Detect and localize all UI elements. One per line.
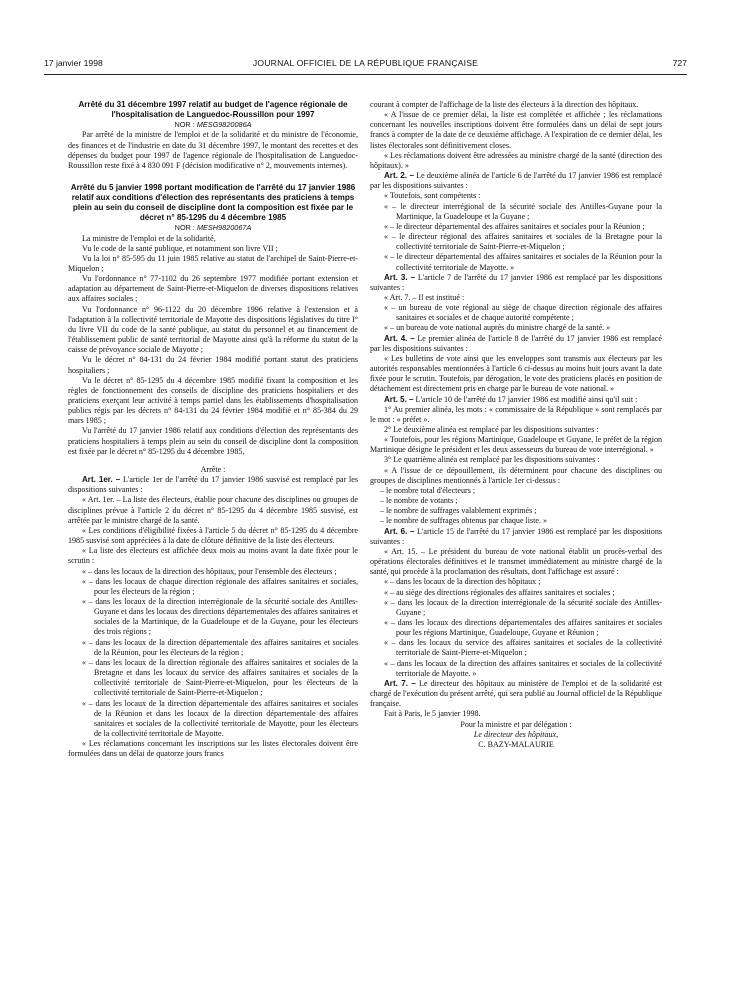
list-item bbox=[370, 598, 662, 618]
list-item bbox=[370, 202, 662, 222]
paragraph-text: « Les conditions d'éligibilité fixées à l'article 5 du décret n° 85-1295 du 4 décembre 1985 susvisé sont appréciées à la date de clôture définitive de la liste des électeurs. bbox=[68, 525, 358, 546]
paragraph-text: L'article 10 de l'arrêté du 17 janvier 1986 est modifié ainsi qu'il suit : bbox=[413, 394, 638, 404]
decree-title bbox=[68, 100, 358, 120]
paragraph bbox=[370, 395, 662, 405]
paragraph bbox=[68, 495, 358, 525]
paragraph bbox=[68, 234, 358, 244]
list-item bbox=[370, 618, 662, 638]
paragraph-text: Le premier alinéa de l'article 8 de l'arrêté du 17 janvier 1986 est remplacé par les dispositions suivantes : bbox=[370, 333, 662, 353]
list-item bbox=[370, 232, 662, 252]
paragraph-text: – le nombre de suffrages valablement exprimés ; bbox=[380, 506, 537, 516]
paragraph bbox=[68, 244, 358, 254]
paragraph bbox=[370, 435, 662, 455]
paragraph-text: – le nombre de votants ; bbox=[380, 496, 458, 506]
list-item bbox=[68, 567, 358, 577]
paragraph-text: « Art. 1er. – La liste des électeurs, établie pour chacune des disciplines ou groupes de disciplines prévue à l'article 2 du décret n° 85-1295 du 4 décembre 1985 susvisé, est arrêtée par le ministre chargé de la santé. bbox=[68, 495, 358, 525]
paragraph-text: « A l'issue de ce premier délai, la liste est complétée et affichée ; les réclamations concernant les nouvelles inscriptions doivent être formulées dans un délai de sept jours francs à compter de la date de ce deuxième affichage. A l'expiration de ce dernier délai, les listes électorales sont définitivement closes. bbox=[370, 110, 662, 150]
paragraph bbox=[370, 151, 662, 171]
list-item bbox=[370, 638, 662, 658]
paragraph-text: « – le directeur régional des affaires sanitaires et sociales de la Bretagne pour la collectivité territoriale de Saint-Pierre-et-Miquelon ; bbox=[384, 232, 662, 252]
paragraph bbox=[68, 475, 358, 495]
paragraph bbox=[370, 293, 662, 303]
article-label: Art. 1er. – bbox=[82, 475, 121, 485]
paragraph-text: Vu l'ordonnance n° 77-1102 du 26 septembre 1977 modifiée portant extension et adaptation au département de Saint-Pierre-et-Miquelon de diverses dispositions relatives aux affaires sociales ; bbox=[68, 274, 358, 304]
paragraph-text: « Les bulletins de vote ainsi que les enveloppes sont transmis aux électeurs par les autorités responsables mentionnées à l'article 6 ci-dessus au moins huit jours avant la date fixée pour le scrutin. Toutefois, par dérogation, le vote des praticiens placés en position de détachement est directement pris en charge par le bureau de vote national. » bbox=[370, 353, 662, 394]
paragraph-text: Vu le décret n° 85-1295 du 4 décembre 1985 modifié fixant la composition et les règles de fonctionnement des conseils de discipline des praticiens hospitaliers et des praticiens exerçant leur activité à temps partiel dans les établissements d'hospitalisation publics régis par les décrets n° 84-131 du 24 février 1984 modifié et n° 85-384 du 29 mars 1985 ; bbox=[68, 375, 358, 426]
paragraph-text: « – un bureau de vote régional au siège de chaque direction régionale des affaires sanitaires et sociales et de chaque autorité compétente ; bbox=[384, 303, 662, 323]
list-item bbox=[68, 577, 358, 597]
paragraph-text: 2° Le deuxième alinéa est remplacé par les dispositions suivantes : bbox=[384, 425, 599, 434]
paragraph bbox=[370, 110, 662, 151]
nor-code: MESG9820086A bbox=[196, 120, 252, 130]
paragraph-text: « – le directeur départemental des affaires sanitaires et sociales pour la Réunion ; bbox=[384, 221, 645, 231]
paragraph-text: La ministre de l'emploi et de la solidarité, bbox=[82, 233, 216, 243]
paragraph bbox=[370, 354, 662, 395]
list-item bbox=[370, 577, 662, 587]
article-label: Art. 2. – bbox=[384, 171, 414, 181]
paragraph-text: L'article 15 de l'arrêté du 17 janvier 1986 est remplacé par les dispositions suivantes : bbox=[370, 526, 662, 546]
paragraph-text: – le nombre total d'électeurs ; bbox=[380, 485, 476, 495]
list-item bbox=[370, 506, 662, 516]
paragraph-text: courant à compter de l'affichage de la liste des électeurs à la direction des hôpitaux. bbox=[370, 100, 639, 109]
paragraph bbox=[68, 130, 358, 171]
paragraph-text: L'article 7 de l'arrêté du 17 janvier 1986 est remplacé par les dispositions suivantes : bbox=[370, 272, 662, 292]
page-header bbox=[44, 58, 687, 75]
list-item bbox=[370, 496, 662, 506]
paragraph-text: Fait à Paris, le 5 janvier 1998. bbox=[384, 709, 481, 719]
nor-reference bbox=[68, 223, 358, 233]
spacer bbox=[68, 457, 358, 465]
paragraph-text: Le directeur des hôpitaux, bbox=[473, 729, 559, 739]
paragraph-text: Vu le code de la santé publique, et notamment son livre VII ; bbox=[82, 243, 278, 253]
nor-label: NOR : bbox=[174, 120, 197, 130]
paragraph-text: « – dans les locaux de chaque direction régionale des affaires sanitaires et sociales, pour les électeurs de la région ; bbox=[82, 576, 358, 596]
paragraph bbox=[68, 465, 358, 475]
paragraph bbox=[68, 739, 358, 759]
paragraph-text: 1° Au premier alinéa, les mots : « commissaire de la République » sont remplacés par le mot : « préfet ». bbox=[370, 404, 662, 424]
paragraph-text: « – dans les locaux de la direction interrégionale de la sécurité sociale des Antilles-Guyane ; bbox=[384, 597, 662, 617]
paragraph bbox=[370, 679, 662, 709]
paragraph-text: « – dans les locaux de la direction des affaires sanitaires et sociales de la collectivité territoriale de Mayotte. » bbox=[384, 658, 662, 678]
paragraph-text: « Toutefois, sont compétents : bbox=[384, 191, 481, 201]
paragraph bbox=[68, 426, 358, 456]
paragraph bbox=[370, 425, 662, 435]
paragraph-text: 3° Le quatrième alinéa est remplacé par les dispositions suivantes : bbox=[384, 455, 600, 465]
article-label: Art. 3. – bbox=[384, 272, 416, 282]
paragraph-text: Vu la loi n° 85-595 du 11 juin 1985 relative au statut de l'archipel de Saint-Pierre-et-Miquelon ; bbox=[68, 253, 358, 273]
article-label: Art. 5. – bbox=[384, 394, 414, 404]
signature-line bbox=[370, 720, 662, 730]
paragraph bbox=[370, 171, 662, 191]
list-item bbox=[370, 303, 662, 323]
paragraph-text: « – dans les locaux de la direction des hôpitaux, pour l'ensemble des électeurs ; bbox=[82, 566, 337, 576]
list-item bbox=[370, 659, 662, 679]
paragraph-text: « – au siège des directions régionales des affaires sanitaires et sociales ; bbox=[384, 587, 615, 597]
list-item bbox=[68, 638, 358, 658]
paragraph bbox=[370, 191, 662, 201]
list-item bbox=[370, 323, 662, 333]
paragraph-text: « – le directeur départemental des affaires sanitaires et sociales de la Réunion pour la collectivité territoriale de Mayotte. » bbox=[384, 252, 662, 272]
paragraph-text: Arrêté du 5 janvier 1998 portant modification de l'arrêté du 17 janvier 1986 relatif aux conditions d'élection des représentants des praticiens à temps plein au sein du conseil de discipline dont la composition est fixée par le décret n° 85-1295 du 4 décembre 1985 bbox=[70, 182, 356, 223]
paragraph-text: « – dans les locaux de la direction départementale des affaires sanitaires et sociales de la Réunion et dans les locaux de la direction départementale des affaires sanitaires et sociales de la collectivité territoriale de Mayotte, pour les électeurs de la collectivité territoriale de Mayotte. bbox=[82, 698, 358, 738]
list-item bbox=[68, 597, 358, 638]
list-item bbox=[370, 222, 662, 232]
spacer bbox=[68, 171, 358, 183]
list-item bbox=[68, 658, 358, 699]
decree-title bbox=[68, 183, 358, 223]
nor-reference bbox=[68, 120, 358, 130]
paragraph-text: Le deuxième alinéa de l'article 6 de l'arrêté du 17 janvier 1986 est remplacé par les dispositions suivantes : bbox=[370, 171, 662, 191]
list-item bbox=[370, 252, 662, 272]
paragraph bbox=[68, 546, 358, 566]
paragraph-text: L'article 1er de l'arrêté du 17 janvier 1986 susvisé est remplacé par les dispositions suivantes : bbox=[68, 475, 358, 495]
left-column bbox=[68, 100, 358, 759]
paragraph bbox=[68, 254, 358, 274]
paragraph bbox=[68, 305, 358, 356]
page-number: 727 bbox=[672, 58, 687, 68]
header-title: JOURNAL OFFICIEL DE LA RÉPUBLIQUE FRANÇAISE bbox=[252, 58, 479, 68]
paragraph-text: « Les réclamations doivent être adressées au ministre chargé de la santé (direction des hôpitaux). » bbox=[370, 150, 662, 170]
paragraph-text: « Art. 7. – Il est institué : bbox=[384, 292, 465, 302]
signature-line bbox=[370, 740, 662, 750]
nor-label: NOR : bbox=[174, 223, 197, 233]
paragraph bbox=[370, 709, 662, 719]
paragraph-text: « Toutefois, pour les régions Martinique, Guadeloupe et Guyane, le préfet de la région Martinique désigne le président et les deux assesseurs du bureau de vote interrégional. » bbox=[370, 435, 662, 455]
list-item bbox=[370, 588, 662, 598]
paragraph-text: « – dans les locaux de la direction départementale des affaires sanitaires et sociales de la Réunion, pour les électeurs de la région ; bbox=[82, 637, 358, 657]
paragraph-text: « – dans les locaux du service des affaires sanitaires et sociales de la collectivité territoriale de Saint-Pierre-et-Miquelon ; bbox=[384, 638, 662, 658]
list-item bbox=[68, 699, 358, 740]
paragraph bbox=[370, 334, 662, 354]
nor-code: MESH9820067A bbox=[196, 223, 252, 233]
paragraph bbox=[370, 273, 662, 293]
article-label: Art. 6. – bbox=[384, 526, 415, 536]
paragraph-text: « – dans les locaux des directions départementales des affaires sanitaires et sociales pour les régions Martinique, Guadeloupe, Guyane et Réunion ; bbox=[384, 617, 662, 638]
paragraph-text: Vu le décret n° 84-131 du 24 février 1984 modifié portant statut des praticiens hospitaliers ; bbox=[68, 355, 358, 375]
paragraph-text: « Art. 15. – Le président du bureau de vote national établit un procès-verbal des opérations électorales définitives et le transmet immédiatement au ministre chargé de la santé, qui procède à la proclamation des résultats, dont l'affichage est assuré : bbox=[370, 546, 662, 577]
paragraph bbox=[370, 527, 662, 547]
signature-line bbox=[370, 730, 662, 740]
paragraph-text: « – un bureau de vote national auprès du ministre chargé de la santé. » bbox=[384, 323, 611, 333]
paragraph-text: Arrêté du 31 décembre 1997 relatif au budget de l'agence régionale de l'hospitalisation de Languedoc-Roussillon pour 1997 bbox=[78, 100, 348, 120]
paragraph bbox=[68, 355, 358, 375]
paragraph bbox=[370, 547, 662, 577]
paragraph-text: « – dans les locaux de la direction interrégionale de la sécurité sociale des Antilles-Guyane et dans les locaux des directions départementales des affaires sanitaires et sociales de la Martinique, de la Guadeloupe et de la Guyane, pour les électeurs des trois régions ; bbox=[82, 596, 358, 637]
right-column bbox=[370, 100, 662, 750]
paragraph-text: Vu l'ordonnance n° 96-1122 du 20 décembre 1996 relative à l'extension et à l'adaptation à la collectivité territoriale de Mayotte des dispositions législatives du titre I° du livre VII du code de la santé publique, au statut du personnel et au financement de l'établissement public de santé territorial de Mayotte ainsi qu'à la réforme du statut de la caisse de prévoyance sociale de Mayotte ; bbox=[68, 304, 358, 355]
paragraph-text: C. BAZY-MALAURIE bbox=[478, 739, 554, 749]
paragraph-text: « – le directeur interrégional de la sécurité sociale des Antilles-Guyane pour la Martinique, la Guadeloupe et la Guyane ; bbox=[384, 201, 662, 221]
list-item bbox=[370, 516, 662, 526]
paragraph-text: Pour la ministre et par délégation : bbox=[460, 719, 572, 729]
paragraph-text: « La liste des électeurs est affichée deux mois au moins avant la date fixée pour le scrutin : bbox=[68, 546, 358, 566]
paragraph-text: « – dans les locaux de la direction des hôpitaux ; bbox=[384, 577, 541, 587]
paragraph-text: Le directeur des hôpitaux au ministère de l'emploi et de la solidarité est chargé de l'exécution du présent arrêté, qui sera publié au Journal officiel de la République française. bbox=[370, 678, 662, 709]
paragraph-text: « Les réclamations concernant les inscriptions sur les listes électorales doivent être formulées dans un délai de quatorze jours francs bbox=[68, 739, 358, 759]
paragraph bbox=[68, 376, 358, 427]
paragraph-text: – le nombre de suffrages obtenus par chaque liste. » bbox=[380, 516, 547, 526]
paragraph bbox=[370, 405, 662, 425]
paragraph-text: « A l'issue de ce dépouillement, ils déterminent pour chacune des disciplines ou groupes de disciplines mentionnés à l'article 1er ci-dessus : bbox=[370, 465, 662, 485]
header-date: 17 janvier 1998 bbox=[44, 58, 103, 68]
article-label: Art. 4. – bbox=[384, 333, 415, 343]
article-label: Art. 7. – bbox=[384, 678, 416, 688]
paragraph bbox=[68, 526, 358, 546]
paragraph-text: Arrête : bbox=[200, 464, 226, 474]
paragraph-text: Par arrêté de la ministre de l'emploi et de la solidarité et du ministre de l'économie, des finances et de l'industrie en date du 31 décembre 1997, le montant des recettes et des dépenses du budget pour 1997 de l'agence régionale de l'hospitalisation de Languedoc-Roussillon reste fixé à 4 830 091 F (décision modificative n° 2, mouvements internes). bbox=[68, 130, 358, 170]
paragraph bbox=[370, 466, 662, 486]
paragraph-text: « – dans les locaux de la direction régionale des affaires sanitaires et sociales de la Bretagne et dans les locaux du service des affaires sanitaires et sociales de la collectivité territoriale de Saint-Pierre-et-Miquelon, pour les électeurs de la collectivité territoriale de Saint-Pierre-et-Miquelon ; bbox=[82, 657, 358, 698]
paragraph bbox=[68, 274, 358, 304]
paragraph bbox=[370, 100, 662, 110]
paragraph bbox=[370, 455, 662, 465]
list-item bbox=[370, 486, 662, 496]
paragraph-text: Vu l'arrêté du 17 janvier 1986 relatif aux conditions d'élection des représentants des praticiens hospitaliers à temps plein au sein du conseil de discipline dont la composition est fixée par le décret n° 85-1295 du 4 décembre 1985, bbox=[68, 426, 358, 456]
